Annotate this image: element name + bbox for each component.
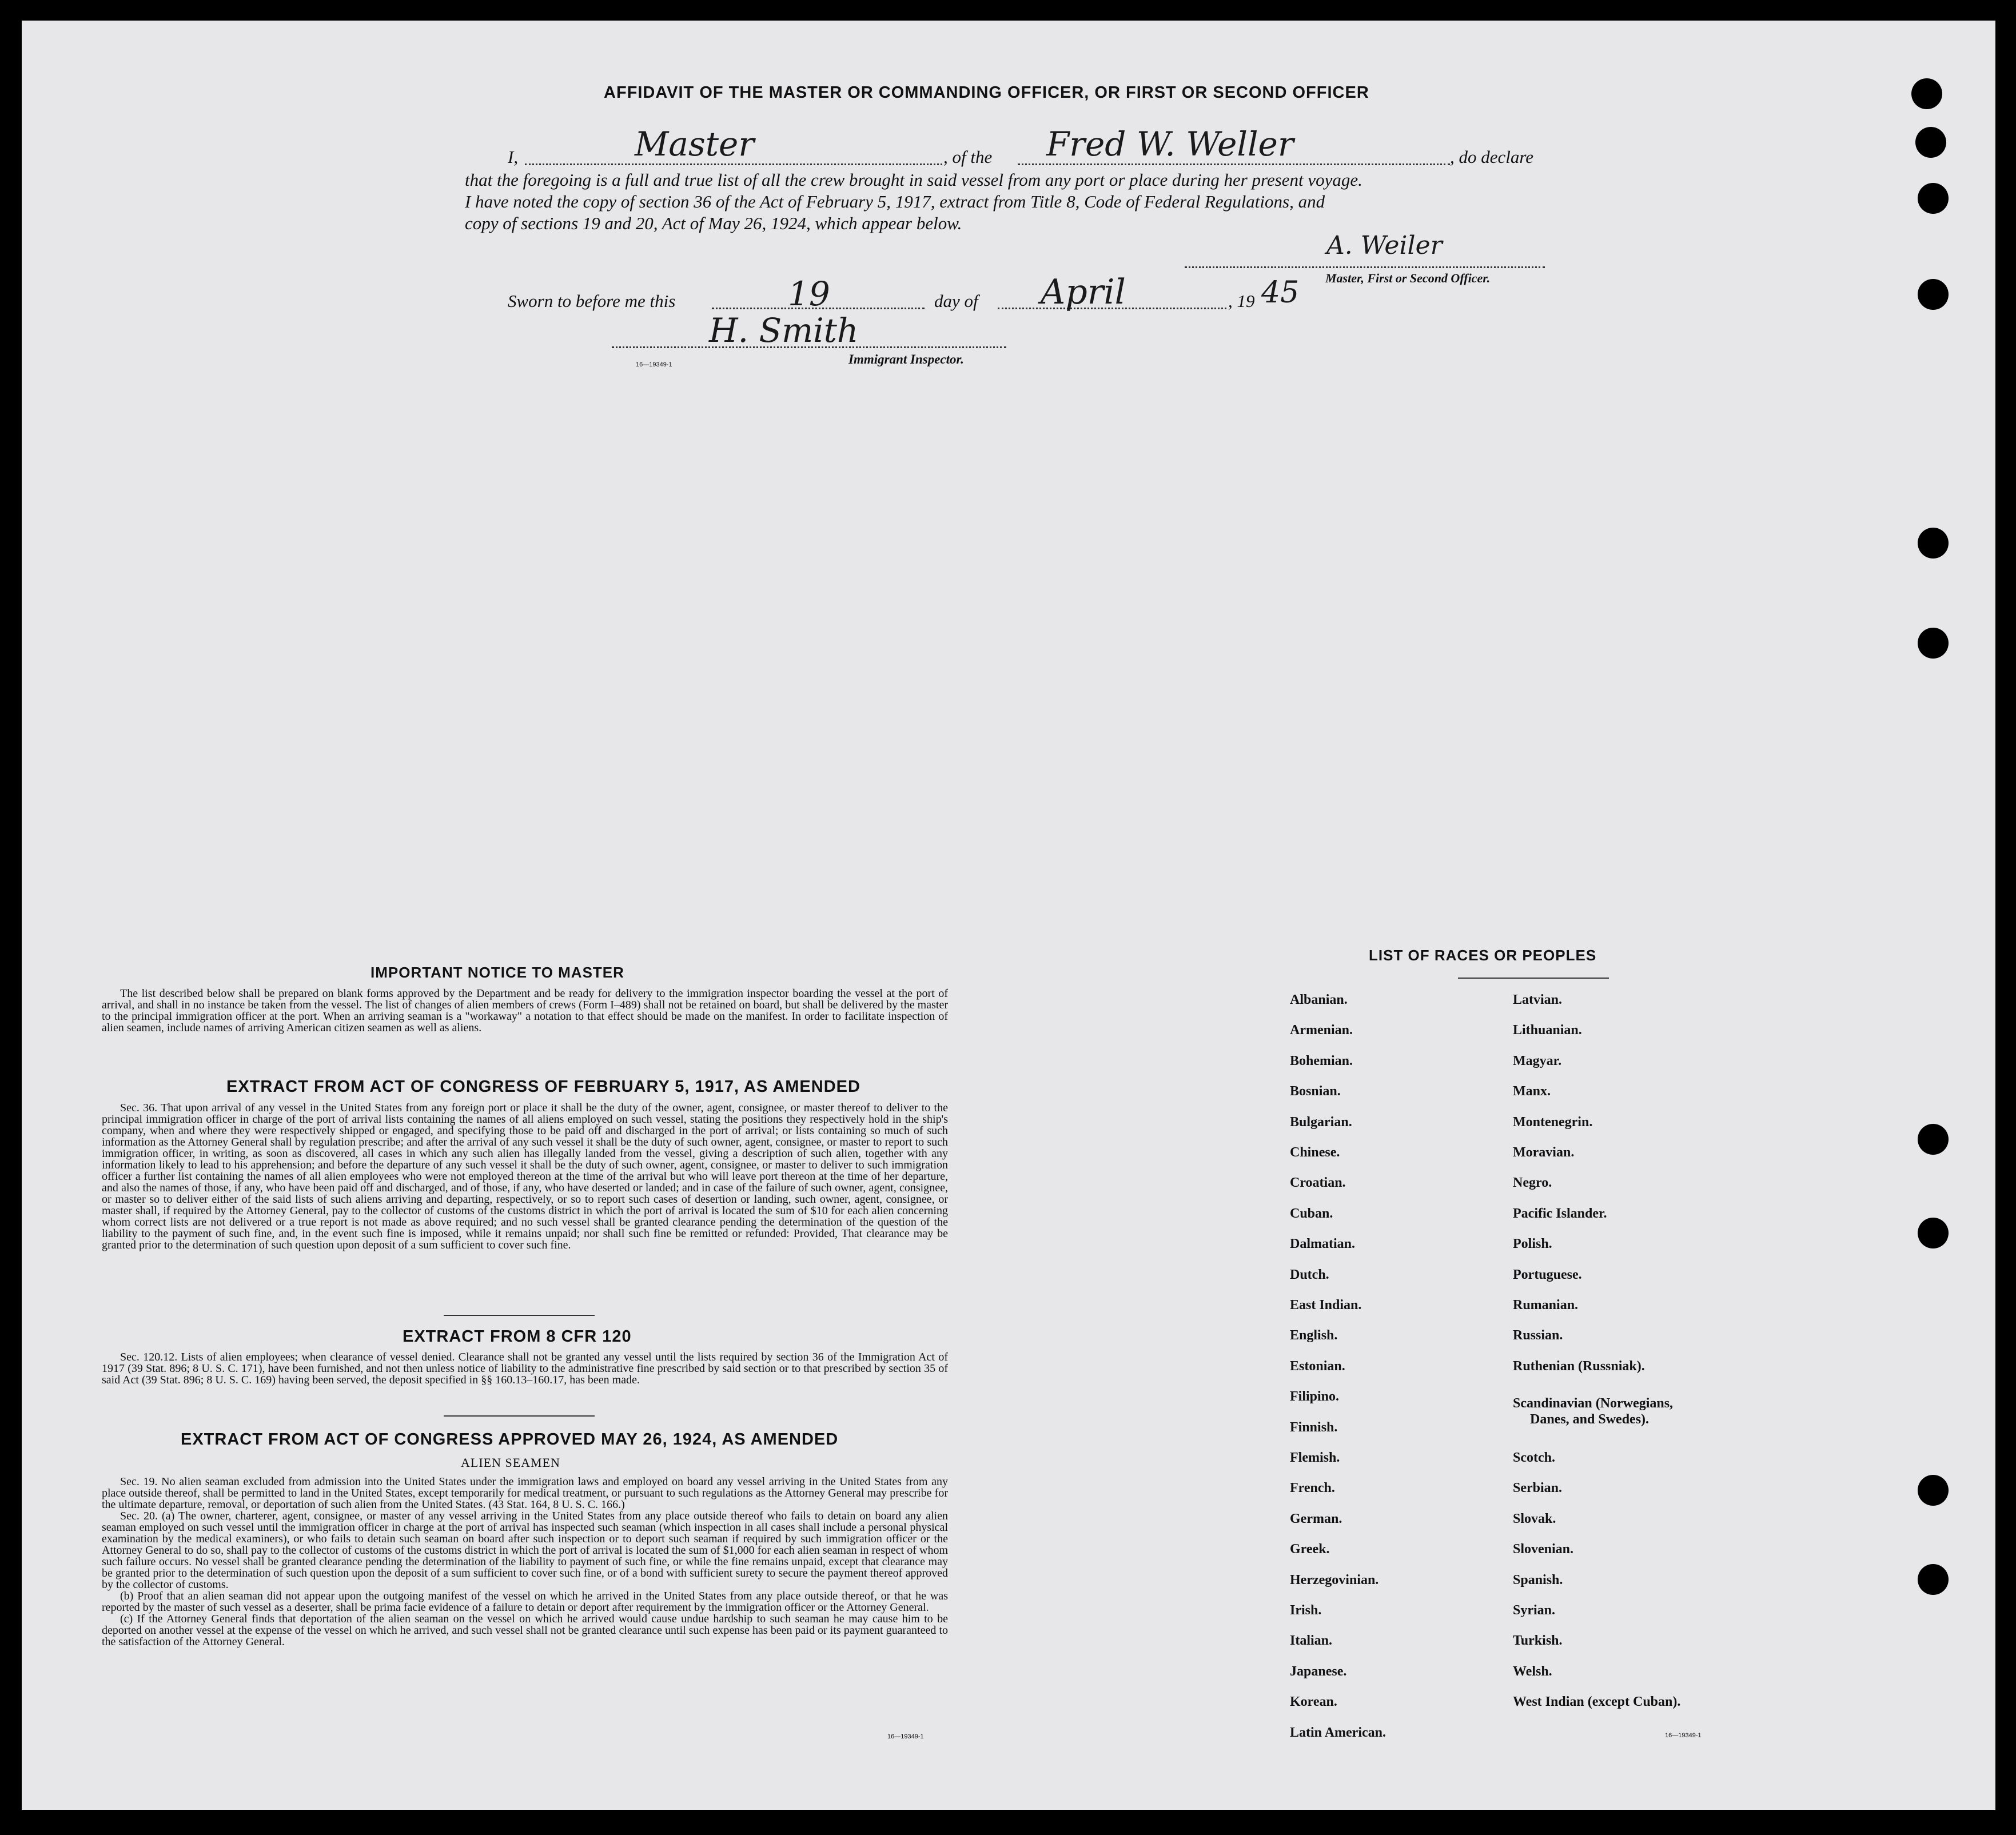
race-item: Welsh.: [1513, 1664, 1552, 1679]
sworn-year-handwriting: 45: [1261, 276, 1300, 310]
race-item: Slovak.: [1513, 1511, 1556, 1526]
race-item: Bosnian.: [1290, 1084, 1341, 1099]
extract-form-number: 16—19349-1: [887, 1733, 924, 1740]
extract-1924-subtitle: ALIEN SEAMEN: [461, 1455, 560, 1470]
races-title: LIST OF RACES OR PEOPLES: [1369, 947, 1597, 964]
race-item: Montenegrin.: [1513, 1115, 1593, 1130]
binder-hole: [1918, 1218, 1949, 1248]
race-item: Rumanian.: [1513, 1298, 1579, 1313]
officer-signature-line: [1185, 266, 1545, 268]
races-form-number: 16—19349-1: [1665, 1732, 1702, 1739]
sec-20a-paragraph: Sec. 20. (a) The owner, charterer, agent, consignee, or master of any vessel arriving in the United States from any place outside thereof who fails to detain on board any alien seaman employed on such vessel until the immigration officer in charge at the port of arrival has inspected such seaman (which inspection in all cases shall include a personal physical examination by the medical examiners), or who fails to detain such seaman on board after such inspection or to deport such seaman if required by such immigration officer or the Attorney General to do so, shall pay to the collector of customs of the customs district in which the port of arrival is located the sum of $1,000 for each alien seaman in respect of whom such failure occurs. No vessel shall be granted clearance pending the determination of the liability to payment of such fine, or while the fine remains unpaid, except that clearance may be granted prior to the determination of such question upon the deposit of a sum sufficient to cover such fine, or of a bond with sufficient surety to secure the payment thereof approved by the collector of customs.: [102, 1510, 948, 1591]
affidavit-form-number: 16—19349-1: [636, 361, 672, 368]
race-item: Moravian.: [1513, 1145, 1575, 1160]
binder-hole: [1915, 127, 1946, 158]
race-item: Syrian.: [1513, 1603, 1556, 1618]
binder-hole: [1918, 279, 1949, 310]
race-item: Scotch.: [1513, 1450, 1555, 1465]
section-divider: [444, 1415, 595, 1417]
race-item: Italian.: [1290, 1633, 1333, 1648]
extract-1924-text: [102, 1476, 948, 1647]
race-item: Ruthenian (Russniak).: [1513, 1359, 1645, 1374]
sworn-month-handwriting: April: [1041, 272, 1126, 312]
binder-hole: [1918, 1124, 1949, 1155]
vessel-name-handwriting: Fred W. Weller: [1046, 125, 1294, 163]
race-item: Greek.: [1290, 1542, 1330, 1557]
race-item: Albanian.: [1290, 992, 1348, 1007]
binder-hole: [1918, 1475, 1949, 1506]
race-item: Armenian.: [1290, 1023, 1353, 1038]
race-item: Croatian.: [1290, 1175, 1346, 1190]
race-item: Russian.: [1513, 1328, 1563, 1343]
sworn-year-prefix: , 19: [1228, 291, 1255, 311]
race-item: Chinese.: [1290, 1145, 1340, 1160]
master-name-handwriting: Master: [635, 125, 755, 163]
race-item: East Indian.: [1290, 1298, 1362, 1313]
race-item: Finnish.: [1290, 1420, 1338, 1435]
race-item: Dalmatian.: [1290, 1236, 1355, 1251]
notice-paragraph: The list described below shall be prepared on blank forms approved by the Department and be ready for delivery to the immigration inspector boarding the vessel at the port of arrival, and shall in no instance be taken from the vessel. The list of changes of alien members of crews (Form I–489) shall not be retained on board, but shall be delivered by the master to the principal immigration officer at the port. When an arriving seaman is a "workaway" a notation to that effect should be made on the manifest. In order to facilitate inspection of alien seamen, include names of arriving American citizen seamen as well as aliens.: [102, 987, 948, 1034]
race-item: French.: [1290, 1481, 1335, 1495]
race-item: Spanish.: [1513, 1573, 1563, 1587]
binder-hole: [1918, 528, 1949, 559]
race-item: Japanese.: [1290, 1664, 1347, 1679]
races-divider: [1458, 978, 1609, 979]
race-item: Cuban.: [1290, 1206, 1333, 1221]
inspector-signature-line: [612, 346, 1006, 348]
race-item: Herzegovinian.: [1290, 1573, 1379, 1587]
race-item: Polish.: [1513, 1236, 1552, 1251]
sworn-middle: day of: [934, 291, 978, 311]
race-item: Bohemian.: [1290, 1054, 1353, 1068]
extract-cfr-paragraph: Sec. 120.12. Lists of alien employees; when clearance of vessel denied. Clearance shall not be granted any vessel until the lists required by section 36 of the Immigration Act of 1917 (39 Stat. 896; 8 U. S. C. 171), have been furnished, and not then unless notice of liability to the administrative fine prescribed by said section or to that prescribed by section 35 of said Act (39 Stat. 896; 8 U. S. C. 169) having been served, the deposit specified in §§ 160.13–160.17, has been made.: [102, 1351, 948, 1386]
affidavit-body-line3: copy of sections 19 and 20, Act of May 26, 1924, which appear below.: [465, 213, 962, 233]
race-item: Bulgarian.: [1290, 1115, 1352, 1130]
race-item: Scandinavian (Norwegians,: [1513, 1396, 1674, 1411]
officer-caption: Master, First or Second Officer.: [1325, 271, 1491, 285]
binder-hole: [1918, 183, 1949, 214]
notice-text: [102, 988, 948, 1034]
affidavit-line1-suffix: , do declare: [1450, 147, 1534, 167]
extract-1917-title: EXTRACT FROM ACT OF CONGRESS OF FEBRUARY 5, 1917, AS AMENDED: [226, 1078, 860, 1096]
affidavit-body-line2: I have noted the copy of section 36 of the Act of February 5, 1917, extract from Title 8, Code of Federal Regulations, and: [465, 192, 1325, 212]
race-item: Serbian.: [1513, 1481, 1563, 1495]
extract-1924-title: EXTRACT FROM ACT OF CONGRESS APPROVED MAY 26, 1924, AS AMENDED: [181, 1430, 839, 1449]
race-item: West Indian (except Cuban).: [1513, 1694, 1681, 1709]
race-item: Danes, and Swedes).: [1530, 1412, 1650, 1427]
sec-20b-paragraph: (b) Proof that an alien seaman did not appear upon the outgoing manifest of the vessel on which he arrived in the United States from any place outside thereof, or that he was reported by the master of such vessel as a deserter, shall be prima facie evidence of a failure to detain or deport after requirement by the immigration officer or the Attorney General.: [102, 1590, 948, 1614]
notice-title: IMPORTANT NOTICE TO MASTER: [370, 964, 624, 981]
race-item: Lithuanian.: [1513, 1023, 1582, 1038]
extract-1917-text: [102, 1102, 948, 1251]
extract-1917-paragraph: Sec. 36. That upon arrival of any vessel in the United States from any foreign port or place it shall be the duty of the owner, agent, consignee, or master thereof to deliver to the principal immigration officer in charge of the port of arrival lists containing the names of all aliens employed on such vessel, stating the positions they respectively hold in the ship's company, when and where they were respectively shipped or engaged, and specifying those to be paid off and discharged in the port of arrival; or lists containing so much of such information as the Attorney General shall by regulation prescribe; and after the arrival of any such vessel it shall be the duty of such owner, agent, consignee, or master to report to such immigration officer, in writing, as soon as discovered, all cases in which any such alien has illegally landed from the vessel, giving a description of such alien, together with any information likely to lead to his apprehension; and before the departure of any such vessel it shall be the duty of such owner, agent, consignee, or master to deliver to such immigration officer a further list containing the names of all alien employees who were not employed thereon at the time of the arrival but who will leave port thereon at the time of her departure, and also the names of those, if any, who have been paid off and discharged, and of those, if any, who have deserted or landed; and in case of the failure of such owner, agent, consignee, or master so to deliver either of the said lists of such aliens arriving and departing, respectively, or so to report such cases of desertion or landing, such owner, agent, consignee, or master shall, if required by the Attorney General, pay to the collector of customs of the customs district in which the port of arrival is located the sum of $10 for each alien concerning whom correct lists are not delivered or a true report is not made as above required; and no such vessel shall be granted clearance pending the determination of the question of the liability to the payment of such fine, and, in the event such fine is imposed, while it remains unpaid; nor shall such fine be remitted or refunded: Provided, That clearance may be granted prior to the determination of such question upon deposit of a sum sufficient to cover such fine.: [102, 1102, 948, 1251]
race-item: Irish.: [1290, 1603, 1322, 1618]
race-item: Manx.: [1513, 1084, 1551, 1099]
sworn-prefix: Sworn to before me this: [508, 291, 676, 311]
race-item: Latvian.: [1513, 992, 1563, 1007]
races-left-column: [1290, 992, 1496, 1747]
name-fill-line: [525, 163, 942, 165]
affidavit-title: AFFIDAVIT OF THE MASTER OR COMMANDING OFFICER, OR FIRST OR SECOND OFFICER: [604, 83, 1369, 102]
extract-cfr-text: [102, 1351, 948, 1386]
race-item: Slovenian.: [1513, 1542, 1574, 1557]
race-item: Latin American.: [1290, 1725, 1386, 1740]
race-item: Negro.: [1513, 1175, 1552, 1190]
sec-19-paragraph: Sec. 19. No alien seaman excluded from admission into the United States under the immigration laws and employed on board any vessel arriving in the United States from any place outside thereof, shall be permitted to land in the United States, except temporarily for medical treatment, or pursuant to such regulations as the Attorney General may prescribe for the ultimate departure, removal, or deportation of such alien from the United States. (43 Stat. 164, 8 U. S. C. 166.): [102, 1475, 948, 1511]
officer-signature: A. Weiler: [1326, 231, 1443, 260]
binder-hole: [1918, 1564, 1949, 1595]
vessel-fill-line: [1018, 163, 1450, 165]
extract-cfr-title: EXTRACT FROM 8 CFR 120: [403, 1327, 632, 1346]
race-item: Dutch.: [1290, 1267, 1329, 1282]
race-item: Estonian.: [1290, 1359, 1345, 1374]
race-item: English.: [1290, 1328, 1338, 1343]
section-divider: [444, 1315, 595, 1316]
sec-20c-paragraph: (c) If the Attorney General finds that deportation of the alien seaman on the vessel on which he arrived would cause undue hardship to such seaman he may cause him to be deported on another vessel at the expense of the vessel on which he arrived, and such vessel shall not be granted clearance until such expense has been paid or its payment guaranteed to the satisfaction of the Attorney General.: [102, 1613, 948, 1648]
race-item: Pacific Islander.: [1513, 1206, 1607, 1221]
race-item: Korean.: [1290, 1694, 1337, 1709]
race-item: Portuguese.: [1513, 1267, 1582, 1282]
inspector-signature: H. Smith: [709, 311, 859, 350]
binder-hole: [1911, 78, 1942, 109]
affidavit-line1-middle: , of the: [943, 147, 993, 167]
race-item: Magyar.: [1513, 1054, 1562, 1068]
affidavit-body-line1: that the foregoing is a full and true list of all the crew brought in said vessel from any port or place during her present voyage.: [465, 170, 1362, 190]
races-right-column: [1513, 992, 1776, 1747]
affidavit-line1-prefix: I,: [508, 147, 519, 167]
inspector-caption: Immigrant Inspector.: [848, 352, 964, 366]
race-item: Turkish.: [1513, 1633, 1563, 1648]
race-item: Filipino.: [1290, 1389, 1340, 1404]
sworn-day-handwriting: 19: [788, 274, 830, 313]
binder-hole: [1918, 628, 1949, 659]
race-item: Flemish.: [1290, 1450, 1340, 1465]
race-item: German.: [1290, 1511, 1342, 1526]
